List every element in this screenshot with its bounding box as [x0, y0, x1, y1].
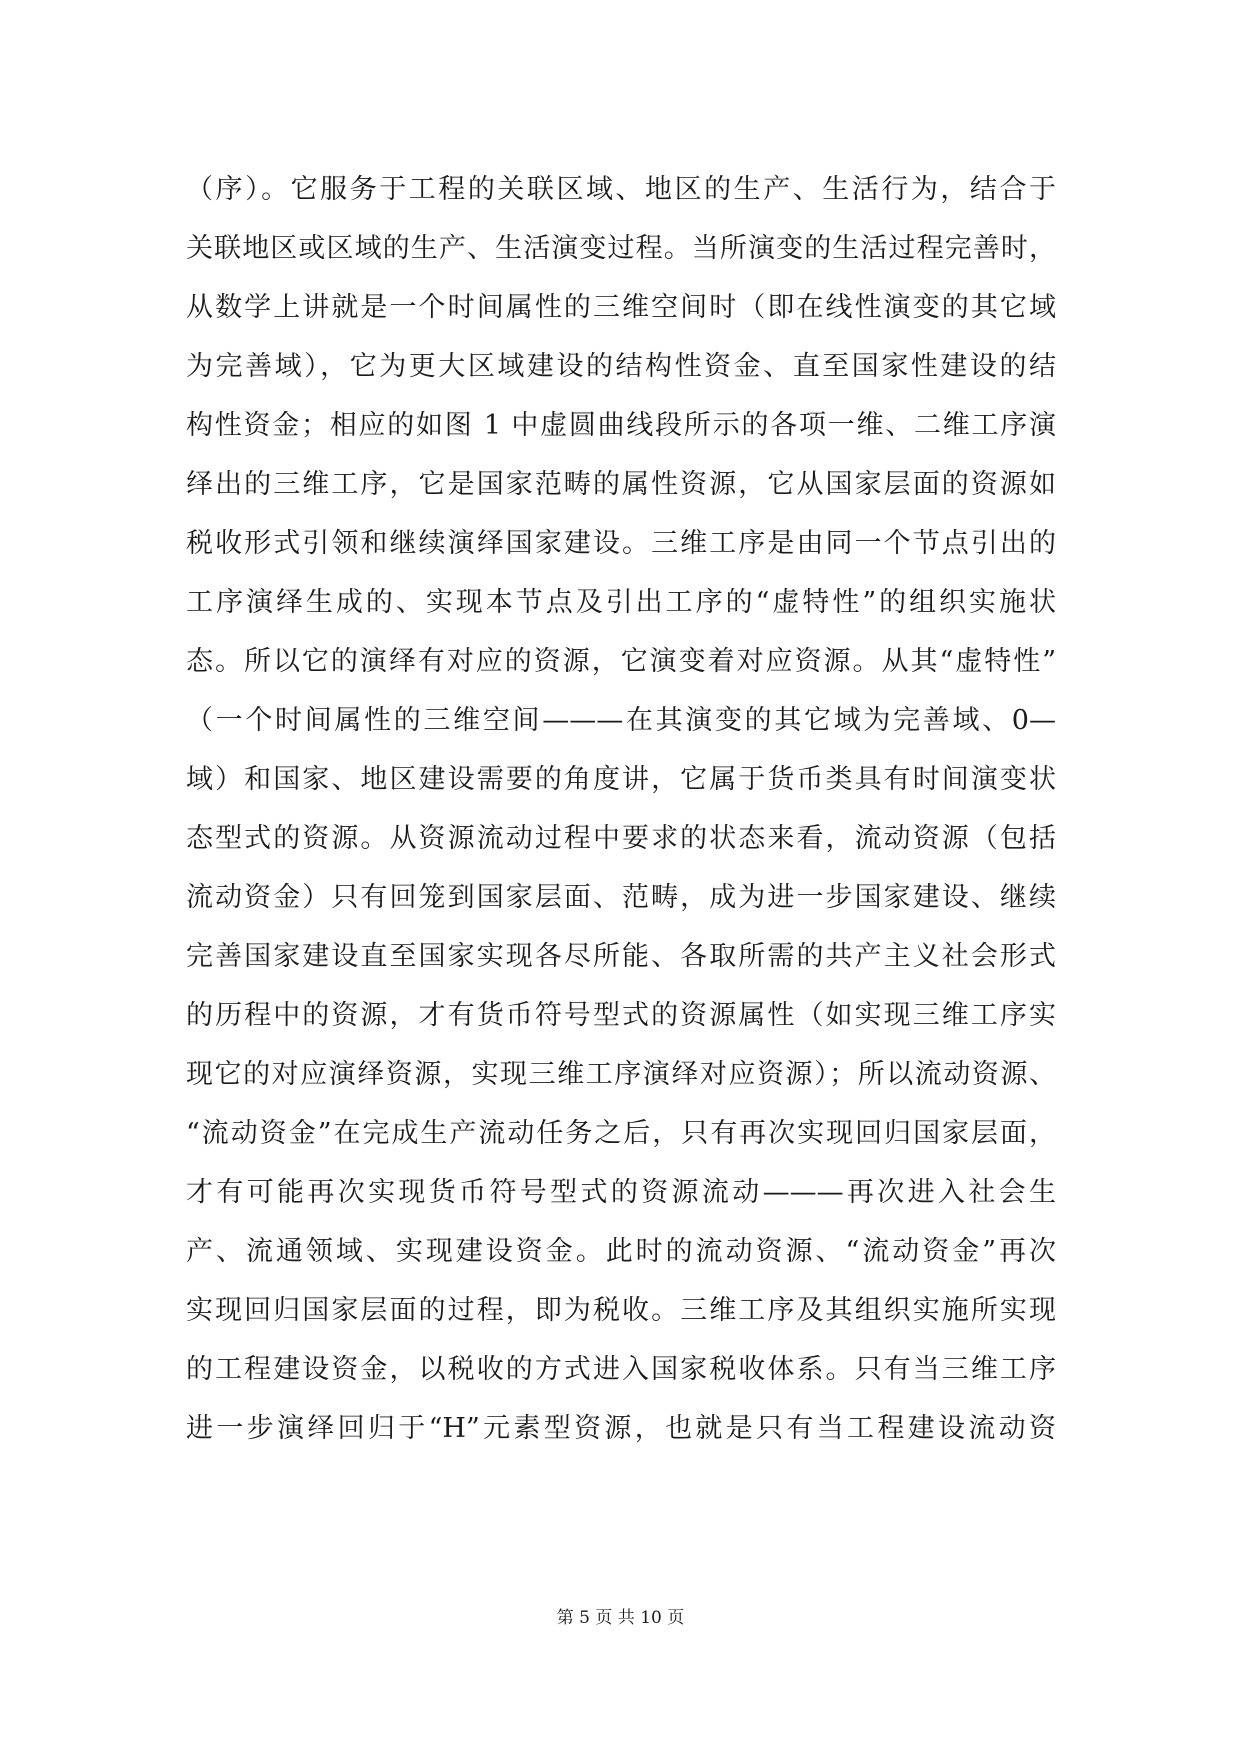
- text-line: “流动资金”在完成生产流动任务之后，只有再次实现回归国家层面，: [186, 1118, 1056, 1149]
- text-line: 才有可能再次实现货币符号型式的资源流动———再次进入社会生: [186, 1177, 1056, 1208]
- text-line: 绎出的三维工序，它是国家范畴的属性资源，它从国家层面的资源如: [186, 469, 1056, 500]
- text-line: （一个时间属性的三维空间———在其演变的其它域为完善域、0—: [186, 705, 1056, 736]
- text-line: 态型式的资源。从资源流动过程中要求的状态来看，流动资源（包括: [186, 823, 1056, 854]
- text-line: 税收形式引领和继续演绎国家建设。三维工序是由同一个节点引出的: [186, 528, 1056, 559]
- text-line: 构性资金；相应的如图 1 中虚圆曲线段所示的各项一维、二维工序演: [186, 410, 1056, 441]
- text-line: 进一步演绎回归于“H”元素型资源，也就是只有当工程建设流动资: [186, 1413, 1056, 1444]
- text-line: 实现回归国家层面的过程，即为税收。三维工序及其组织实施所实现: [186, 1295, 1056, 1326]
- text-line: 的历程中的资源，才有货币符号型式的资源属性（如实现三维工序实: [186, 1000, 1056, 1031]
- text-line: 流动资金）只有回笼到国家层面、范畴，成为进一步国家建设、继续: [186, 882, 1056, 913]
- text-line: 的工程建设资金，以税收的方式进入国家税收体系。只有当三维工序: [186, 1354, 1056, 1385]
- text-line: 域）和国家、地区建设需要的角度讲，它属于货币类具有时间演变状: [186, 764, 1056, 795]
- text-line: （序）。它服务于工程的关联区域、地区的生产、生活行为，结合于: [186, 174, 1056, 205]
- body-text: [186, 160, 1056, 1458]
- page-number-footer: 第 5 页 共 10 页: [556, 1608, 685, 1628]
- text-line: 工序演绎生成的、实现本节点及引出工序的“虚特性”的组织实施状: [186, 587, 1056, 618]
- text-line: 现它的对应演绎资源，实现三维工序演绎对应资源）；所以流动资源、: [186, 1059, 1056, 1090]
- text-line: 完善国家建设直至国家实现各尽所能、各取所需的共产主义社会形式: [186, 941, 1056, 972]
- text-line: 态。所以它的演绎有对应的资源，它演变着对应资源。从其“虚特性”: [186, 646, 1056, 677]
- text-line: 从数学上讲就是一个时间属性的三维空间时（即在线性演变的其它域: [186, 292, 1056, 323]
- text-line: 为完善域），它为更大区域建设的结构性资金、直至国家性建设的结: [186, 351, 1056, 382]
- text-line: 产、流通领域、实现建设资金。此时的流动资源、“流动资金”再次: [186, 1236, 1056, 1267]
- text-line: 关联地区或区域的生产、生活演变过程。当所演变的生活过程完善时，: [186, 233, 1056, 264]
